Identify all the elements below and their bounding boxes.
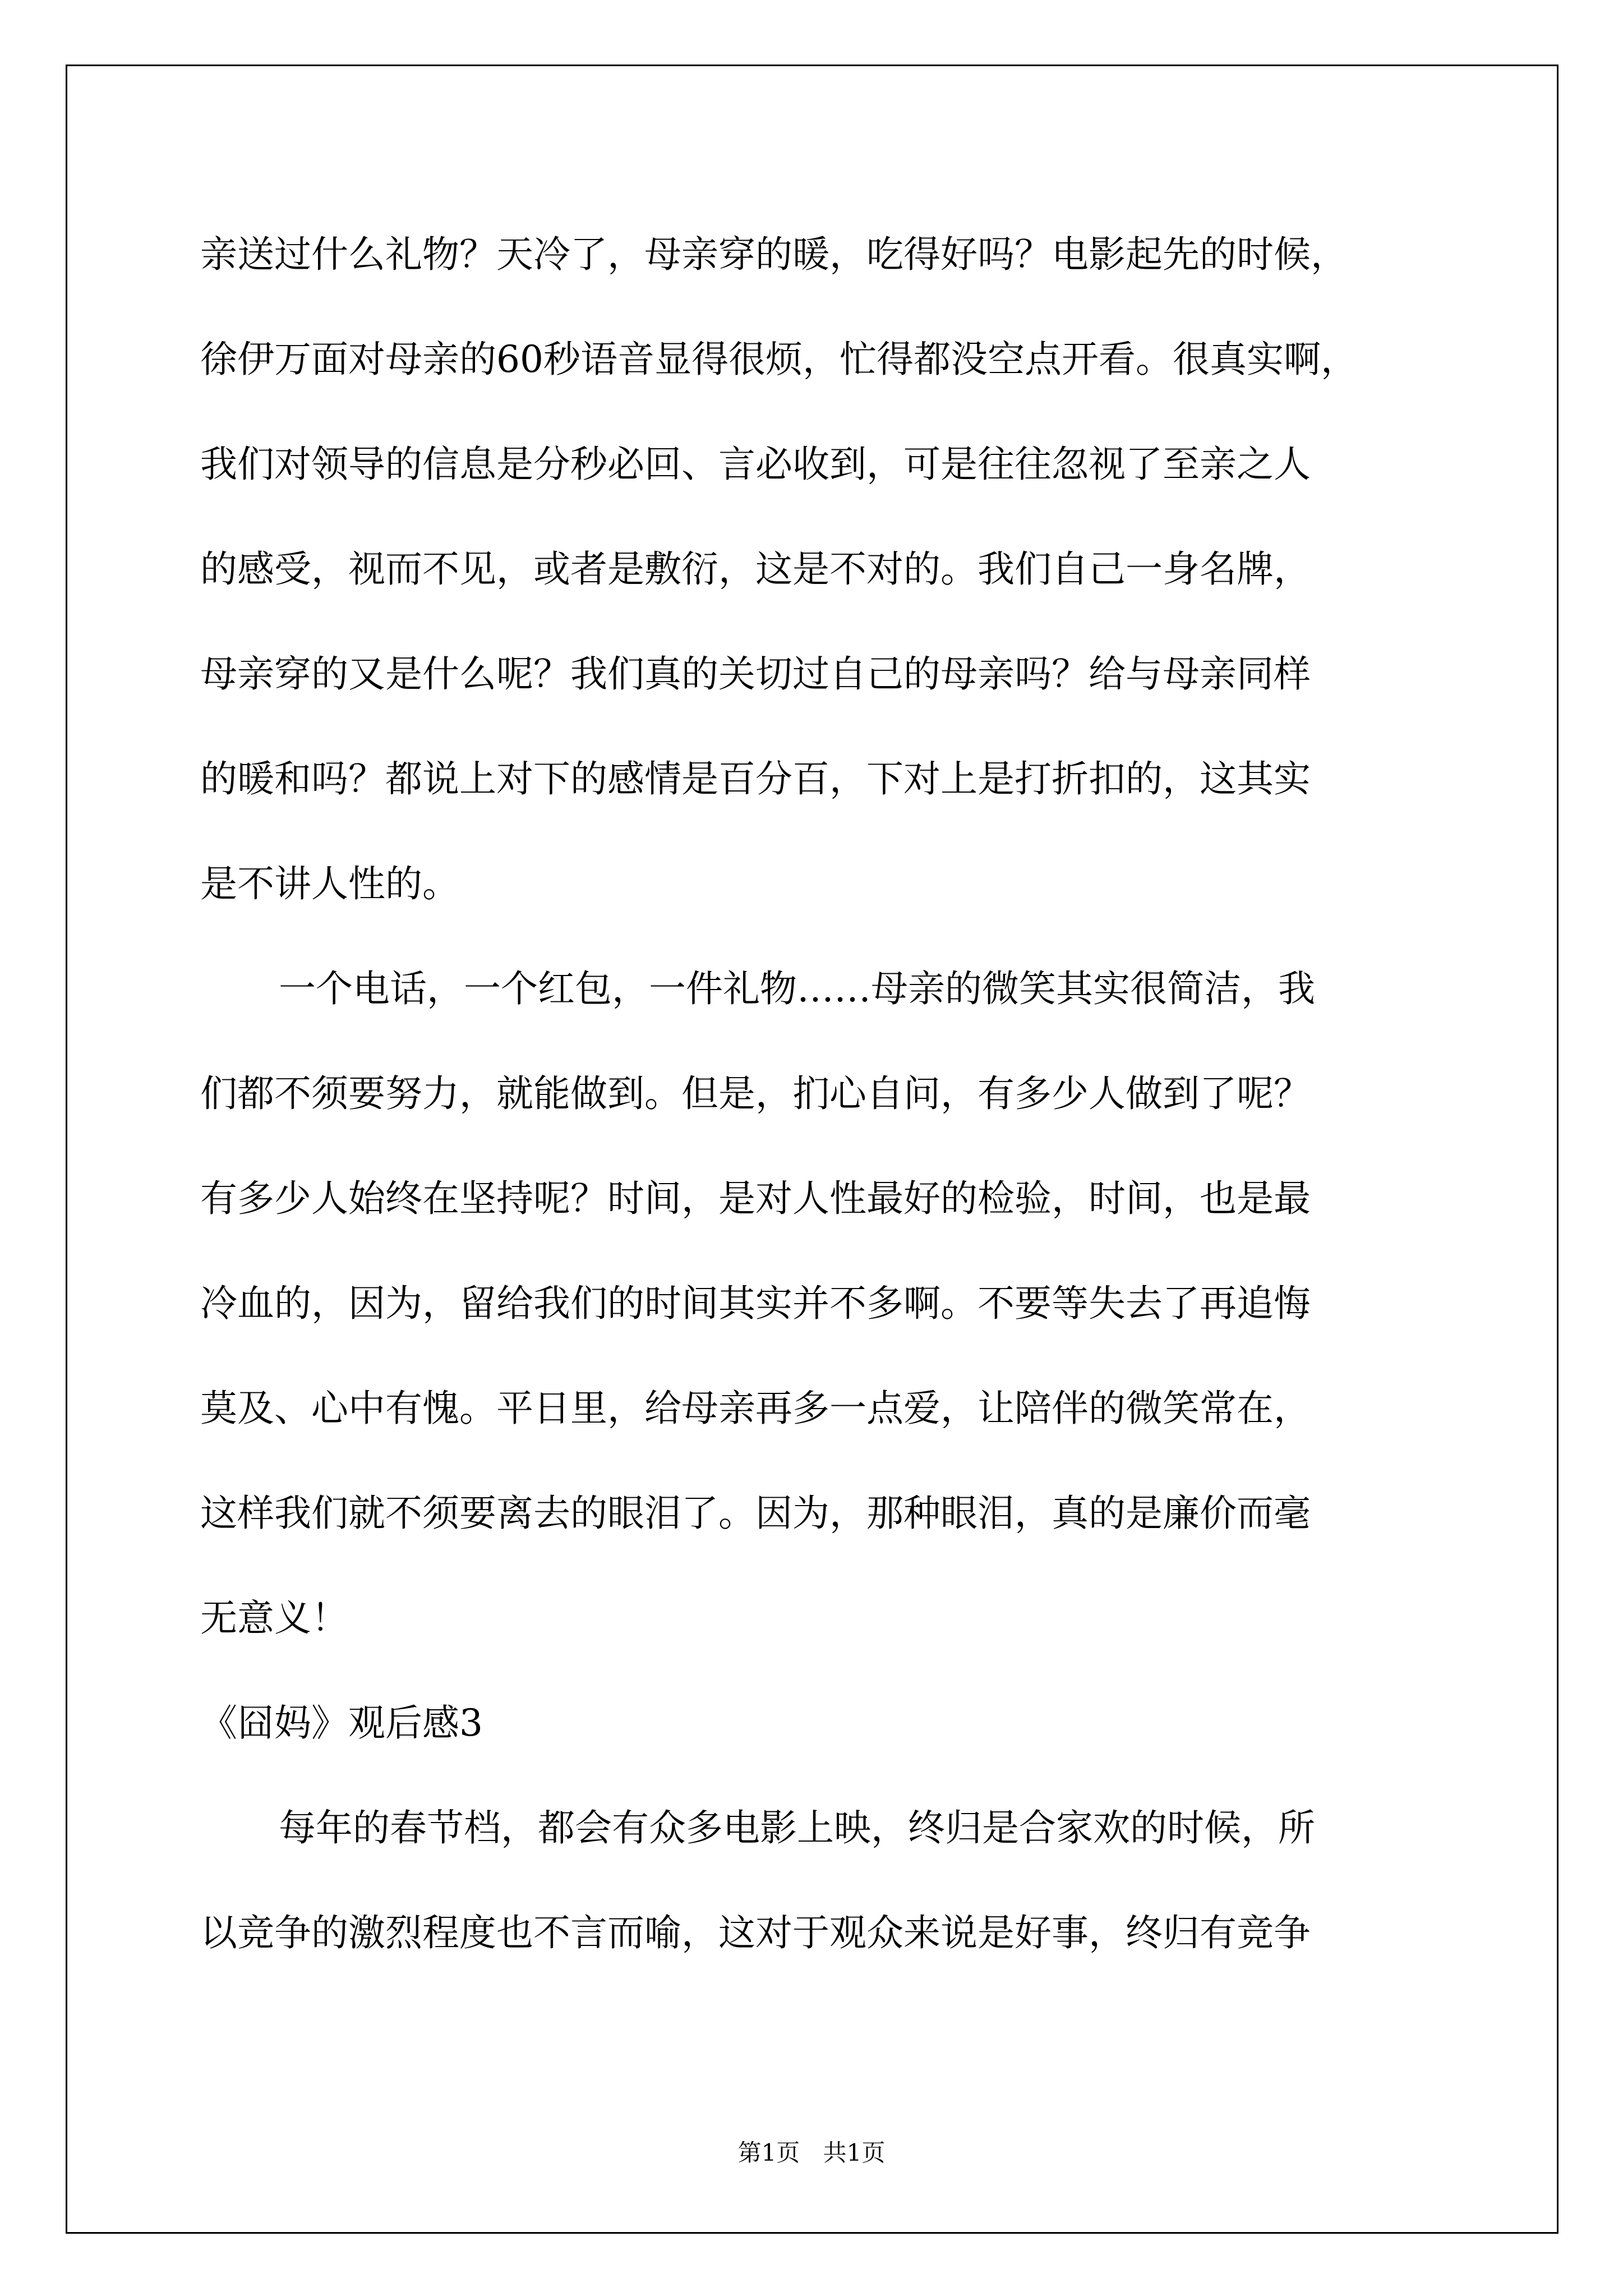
text-line-17: 以竞争的激烈程度也不言而喻，这对于观众来说是好事，终归有竞争 bbox=[200, 1911, 1311, 1954]
text-line-9: 们都不须要努力，就能做到。但是，扪心自问，有多少人做到了呢？ bbox=[200, 1072, 1311, 1115]
text-line-5: 母亲穿的又是什么呢？我们真的关切过自己的母亲吗？给与母亲同样 bbox=[200, 652, 1311, 696]
text-line-6: 的暖和吗？都说上对下的感情是百分百，下对上是打折扣的，这其实 bbox=[200, 757, 1311, 800]
text-line-13: 这样我们就不须要离去的眼泪了。因为，那种眼泪，真的是廉价而毫 bbox=[200, 1492, 1311, 1535]
page-number: 第1页 bbox=[737, 2139, 800, 2166]
document-body bbox=[200, 202, 1434, 1985]
text-line-11: 冷血的，因为，留给我们的时间其实并不多啊。不要等失去了再追悔 bbox=[200, 1282, 1311, 1325]
text-line-1: 亲送过什么礼物？天冷了，母亲穿的暖，吃得好吗？电影起先的时候， bbox=[200, 233, 1348, 276]
text-line-10: 有多少人始终在坚持呢？时间，是对人性最好的检验，时间，也是最 bbox=[200, 1177, 1311, 1220]
text-line-2: 徐伊万面对母亲的60秒语音显得很烦，忙得都没空点开看。很真实啊， bbox=[200, 338, 1358, 381]
text-line-14: 无意义！ bbox=[200, 1596, 348, 1640]
page-total: 共1页 bbox=[823, 2139, 886, 2166]
page-footer bbox=[0, 2136, 1623, 2170]
text-line-16: 每年的春节档，都会有众多电影上映，终归是合家欢的时候，所 bbox=[279, 1806, 1315, 1849]
text-line-7: 是不讲人性的。 bbox=[200, 862, 459, 905]
text-line-3: 我们对领导的信息是分秒必回、言必收到，可是往往忽视了至亲之人 bbox=[200, 443, 1311, 486]
section-heading: 《囧妈》观后感3 bbox=[200, 1701, 483, 1745]
text-line-4: 的感受，视而不见，或者是敷衍，这是不对的。我们自己一身名牌， bbox=[200, 547, 1311, 591]
text-line-8: 一个电话，一个红包，一件礼物……母亲的微笑其实很简洁，我 bbox=[279, 967, 1315, 1010]
text-line-12: 莫及、心中有愧。平日里，给母亲再多一点爱，让陪伴的微笑常在， bbox=[200, 1387, 1311, 1430]
